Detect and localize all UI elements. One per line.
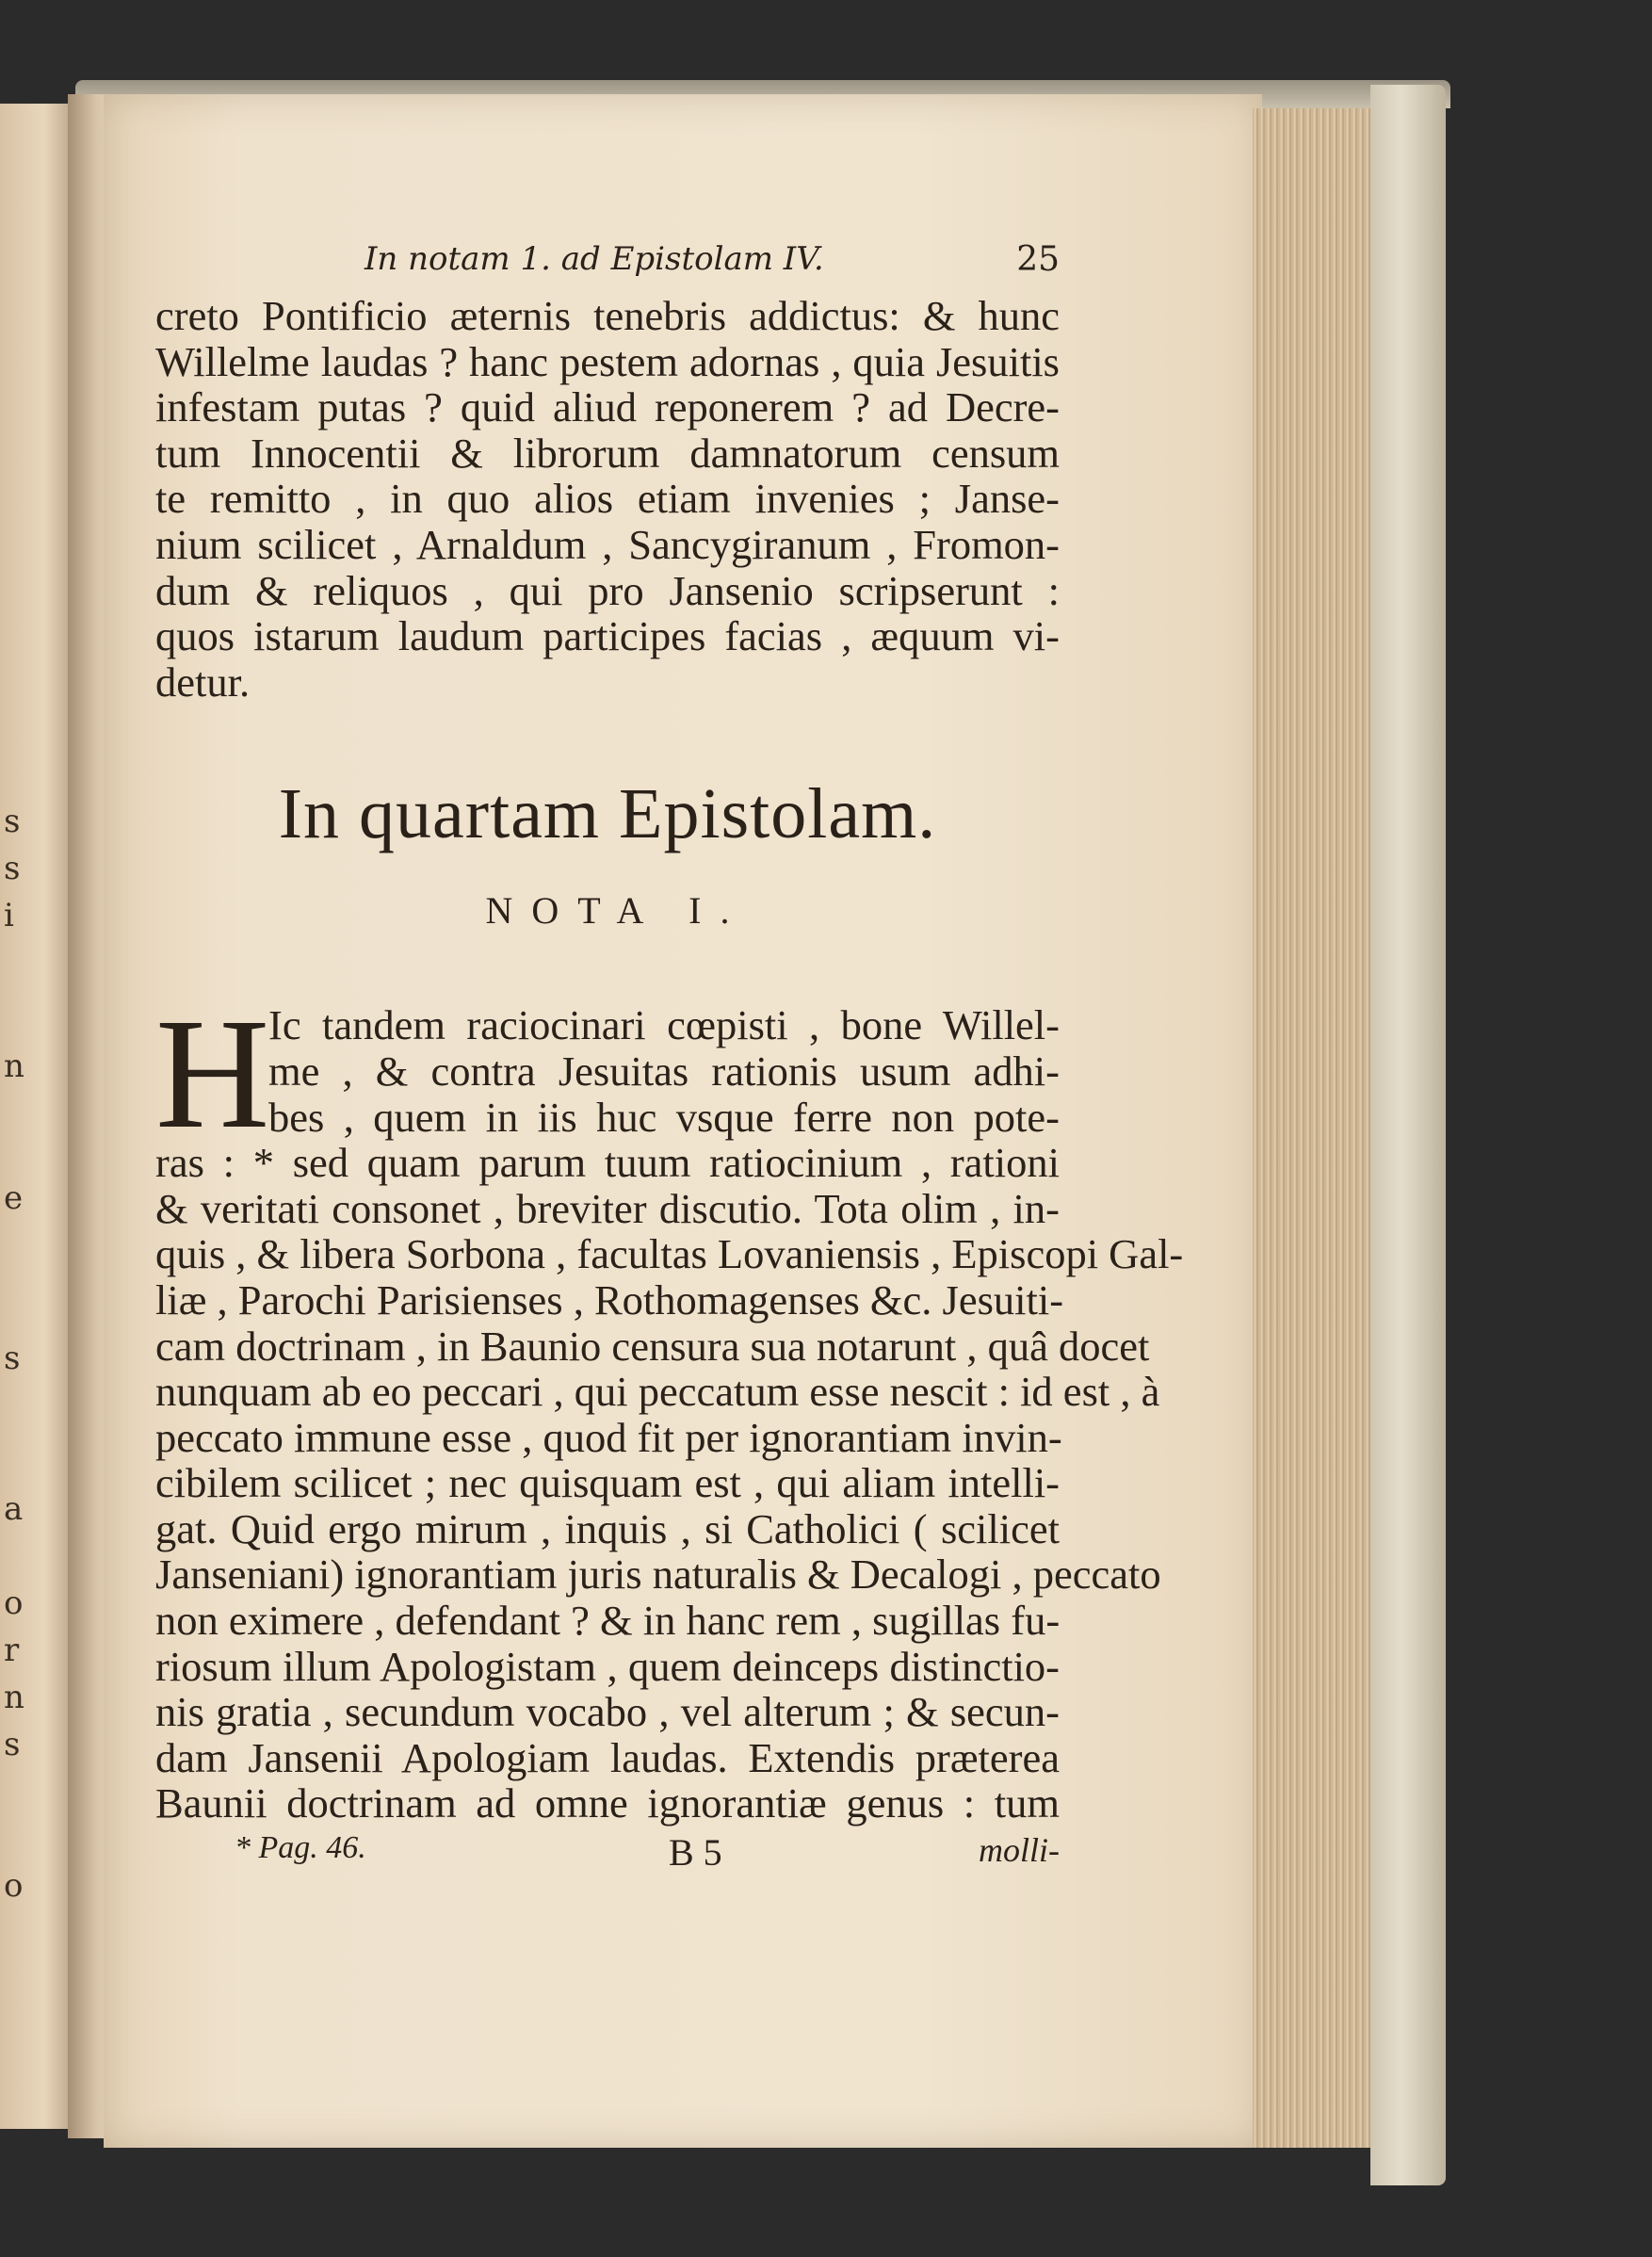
page-text	[155, 240, 1184, 1877]
text-line: te remitto , in quo alios etiam invenies ; Janse-	[155, 475, 1060, 523]
drop-cap: H	[155, 986, 270, 1162]
text-line: quis , & libera Sorbona , facultas Lovaniensis , Episcopi Gal-	[155, 1230, 1184, 1278]
section-heading: In quartam Epistolam.	[278, 774, 937, 854]
text-line: me , & contra Jesuitas rationis usum adhi-	[268, 1047, 1060, 1095]
left-edge-letter: s	[4, 850, 21, 887]
text-line: Willelme laudas ? hanc pestem adornas , quia Jesuitis	[155, 337, 1060, 385]
text-line: quos istarum laudum participes facias , æquum vi-	[155, 612, 1060, 660]
left-edge-letter: s	[4, 803, 21, 840]
text-line: Ic tandem raciocinari cœpisti , bone Willel-	[268, 1001, 1060, 1049]
text-line: nunquam ab eo peccari , qui peccatum esse nescit : id est , à	[155, 1368, 1160, 1416]
page-footer	[155, 1830, 1060, 1877]
catchword: molli-	[979, 1831, 1060, 1870]
left-edge-letter: o	[4, 1867, 24, 1905]
text-line: non eximere , defendant ? & in hanc rem , sugillas fu-	[155, 1597, 1061, 1645]
main-paragraph	[155, 986, 1184, 1827]
left-edge-letter: n	[4, 1679, 24, 1716]
text-line: Baunii doctrinam ad omne ignorantiæ genus : tum	[155, 1779, 1060, 1827]
text-line: detur.	[155, 658, 251, 706]
text-line: ras : * sed quam parum tuum ratiocinium , rationi	[155, 1139, 1060, 1187]
left-edge-letter: o	[4, 1584, 24, 1622]
text-line: Janseniani) ignorantiam juris naturalis & Decalogi , peccato	[155, 1551, 1161, 1599]
footnote-reference: * Pag. 46.	[235, 1830, 366, 1866]
text-line: nis gratia , secundum vocabo , vel alterum ; & secun-	[155, 1688, 1060, 1736]
left-edge-letter: r	[4, 1632, 20, 1669]
text-line: peccato immune esse , quod fit per ignorantiam invin-	[155, 1413, 1062, 1461]
text-line: nium scilicet , Arnaldum , Sancygiranum , Fromon-	[155, 520, 1060, 568]
text-line: gat. Quid ergo mirum , inquis , si Catholici ( scilicet	[155, 1504, 1060, 1552]
continued-text	[155, 293, 1060, 705]
text-line: creto Pontificio æternis tenebris addictus: & hunc	[155, 292, 1060, 339]
left-edge-letter: s	[4, 1340, 21, 1377]
text-line: tum Innocentii & librorum damnatorum censum	[155, 429, 1060, 477]
left-edge-letter: n	[4, 1047, 24, 1085]
running-head-title: In notam 1. ad Epistolam IV.	[364, 240, 824, 278]
text-line: bes , quem in iis huc vsque ferre non pote-	[268, 1093, 1060, 1141]
text-line: cibilem scilicet ; nec quisquam est , qui aliam intelli-	[155, 1459, 1060, 1507]
signature-mark: B 5	[669, 1831, 722, 1875]
left-edge-letter: e	[4, 1179, 24, 1217]
text-line: riosum illum Apologistam , quem deinceps distinctio-	[155, 1642, 1060, 1690]
text-line: dam Jansenii Apologiam laudas. Extendis præterea	[155, 1733, 1060, 1781]
left-edge-letter: a	[4, 1490, 24, 1528]
book-cover-edge	[1370, 85, 1446, 2185]
left-page-edge	[0, 104, 73, 2129]
text-line: dum & reliquos , qui pro Jansenio scripserunt :	[155, 566, 1060, 614]
page-number: 25	[1016, 240, 1060, 279]
left-edge-letter: s	[4, 1726, 21, 1763]
text-line: cam doctrinam , in Baunio censura sua notarunt , quâ docet	[155, 1322, 1150, 1370]
section-subheading: NOTA I.	[485, 889, 749, 933]
page-edges	[1253, 108, 1375, 2148]
text-line: liæ , Parochi Parisienses , Rothomagenses &c. Jesuiti-	[155, 1275, 1064, 1323]
text-line: infestam putas ? quid aliud reponerem ? ad Decre-	[155, 383, 1060, 431]
text-line: & veritati consonet , breviter discutio. Tota olim , in-	[155, 1184, 1060, 1232]
left-edge-letter: i	[4, 897, 14, 934]
running-head	[155, 240, 1060, 293]
